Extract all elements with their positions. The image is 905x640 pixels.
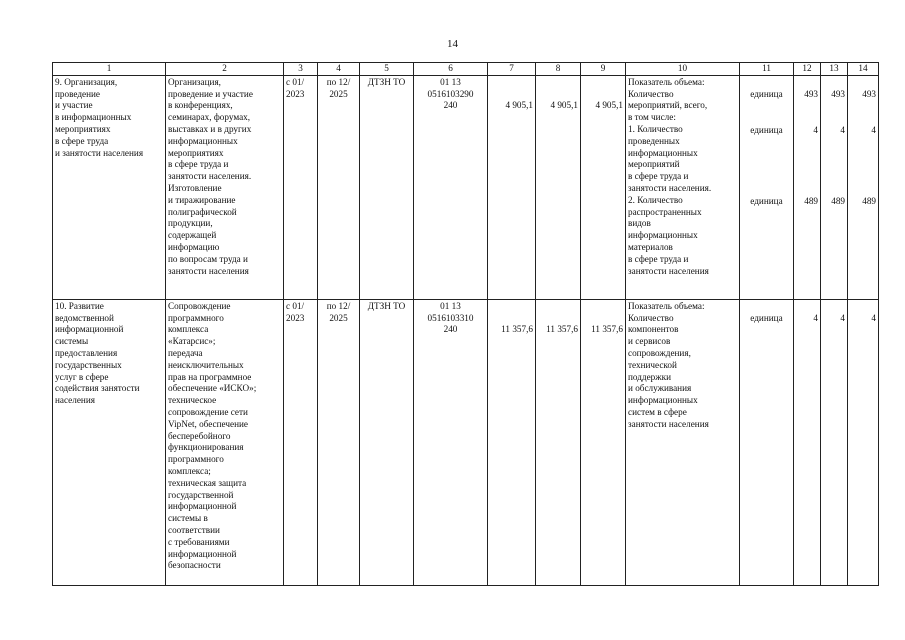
start-date-cell: с 01/ 2023: [284, 75, 318, 299]
indicator-value: 493: [831, 88, 845, 99]
amount-cell: [581, 75, 626, 299]
amount-value: 11 357,6: [501, 323, 533, 334]
unit-value: единица: [750, 88, 783, 99]
col-header: 10: [626, 63, 740, 76]
indicator-value: 4: [813, 124, 818, 135]
col-header: 4: [318, 63, 360, 76]
unit-cell: [740, 299, 794, 585]
value-cell: [821, 299, 848, 585]
end-date-cell: по 12/ 2025: [318, 299, 360, 585]
event-description-cell: Сопровождение программного комплекса «Катарсис»; передача неисключительных прав на программное обеспечение «ИСКО»; техническое сопровождение сети VipNet, обеспечение бесперебойного функционирования программного комплекса; техническая защита государственной информационной системы в соответствии с требованиями информационной безопасности: [166, 299, 284, 585]
start-date-cell: с 01/ 2023: [284, 299, 318, 585]
indicator-value: 4: [871, 312, 876, 323]
amount-value: 11 357,6: [546, 323, 578, 334]
event-name-cell: 10. Развитие ведомственной информационной системы предоставления государственных услуг в сфере содействия занятости населения: [53, 299, 166, 585]
value-cell: [848, 75, 879, 299]
col-header: 5: [360, 63, 414, 76]
amount-cell: [536, 299, 581, 585]
event-description-cell: Организация, проведение и участие в конференциях, семинарах, форумах, выставках и в других информационных мероприятиях в сфере труда и занятости населения. Изготовление и тиражирование полиграфической продукции, содержащей информацию по вопросам труда и занятости населения: [166, 75, 284, 299]
amount-value: 4 905,1: [550, 99, 578, 110]
executor-cell: ДТЗН ТО: [360, 299, 414, 585]
value-cell: [848, 299, 879, 585]
program-table: [52, 62, 879, 586]
unit-value: единица: [750, 124, 783, 135]
end-date-cell: по 12/ 2025: [318, 75, 360, 299]
col-header: 11: [740, 63, 794, 76]
amount-value: 11 357,6: [591, 323, 623, 334]
value-cell: [794, 75, 821, 299]
indicator-value: 489: [804, 196, 818, 207]
col-header: 14: [848, 63, 879, 76]
amount-cell: [488, 299, 536, 585]
table-row: [53, 75, 879, 299]
indicator-value: 4: [840, 124, 845, 135]
indicator-value: 4: [813, 312, 818, 323]
indicator-value: 493: [862, 88, 876, 99]
value-cell: [821, 75, 848, 299]
unit-value: единица: [750, 312, 783, 323]
budget-code-cell: 01 13 0516103310 240: [414, 299, 488, 585]
indicator-cell: Показатель объема: Количество компонентов и сервисов сопровождения, технической поддержки и обслуживания информационных систем в сфере занятости населения: [626, 299, 740, 585]
col-header: 2: [166, 63, 284, 76]
col-header: 3: [284, 63, 318, 76]
indicator-value: 489: [831, 196, 845, 207]
col-header: 7: [488, 63, 536, 76]
col-header: 8: [536, 63, 581, 76]
col-header: 13: [821, 63, 848, 76]
col-header: 9: [581, 63, 626, 76]
header-row: [53, 63, 879, 76]
amount-value: 4 905,1: [595, 99, 623, 110]
unit-value: единица: [750, 196, 783, 207]
indicator-value: 493: [804, 88, 818, 99]
indicator-value: 4: [871, 124, 876, 135]
col-header: 12: [794, 63, 821, 76]
indicator-value: 4: [840, 312, 845, 323]
amount-cell: [488, 75, 536, 299]
page-number: 14: [447, 38, 458, 50]
executor-cell: ДТЗН ТО: [360, 75, 414, 299]
indicator-cell: Показатель объема: Количество мероприятий, всего, в том числе: 1. Количество проведенных информационных мероприятий в сфере труда и занятости населения. 2. Количество распространенных видов информационных материалов в сфере труда и занятости населения: [626, 75, 740, 299]
indicator-value: 489: [862, 196, 876, 207]
amount-value: 4 905,1: [505, 99, 533, 110]
unit-cell: [740, 75, 794, 299]
col-header: 6: [414, 63, 488, 76]
event-name-cell: 9. Организация, проведение и участие в информационных мероприятиях в сфере труда и занятости населения: [53, 75, 166, 299]
budget-code-cell: 01 13 0516103290 240: [414, 75, 488, 299]
table-row: [53, 299, 879, 585]
amount-cell: [536, 75, 581, 299]
col-header: 1: [53, 63, 166, 76]
value-cell: [794, 299, 821, 585]
amount-cell: [581, 299, 626, 585]
